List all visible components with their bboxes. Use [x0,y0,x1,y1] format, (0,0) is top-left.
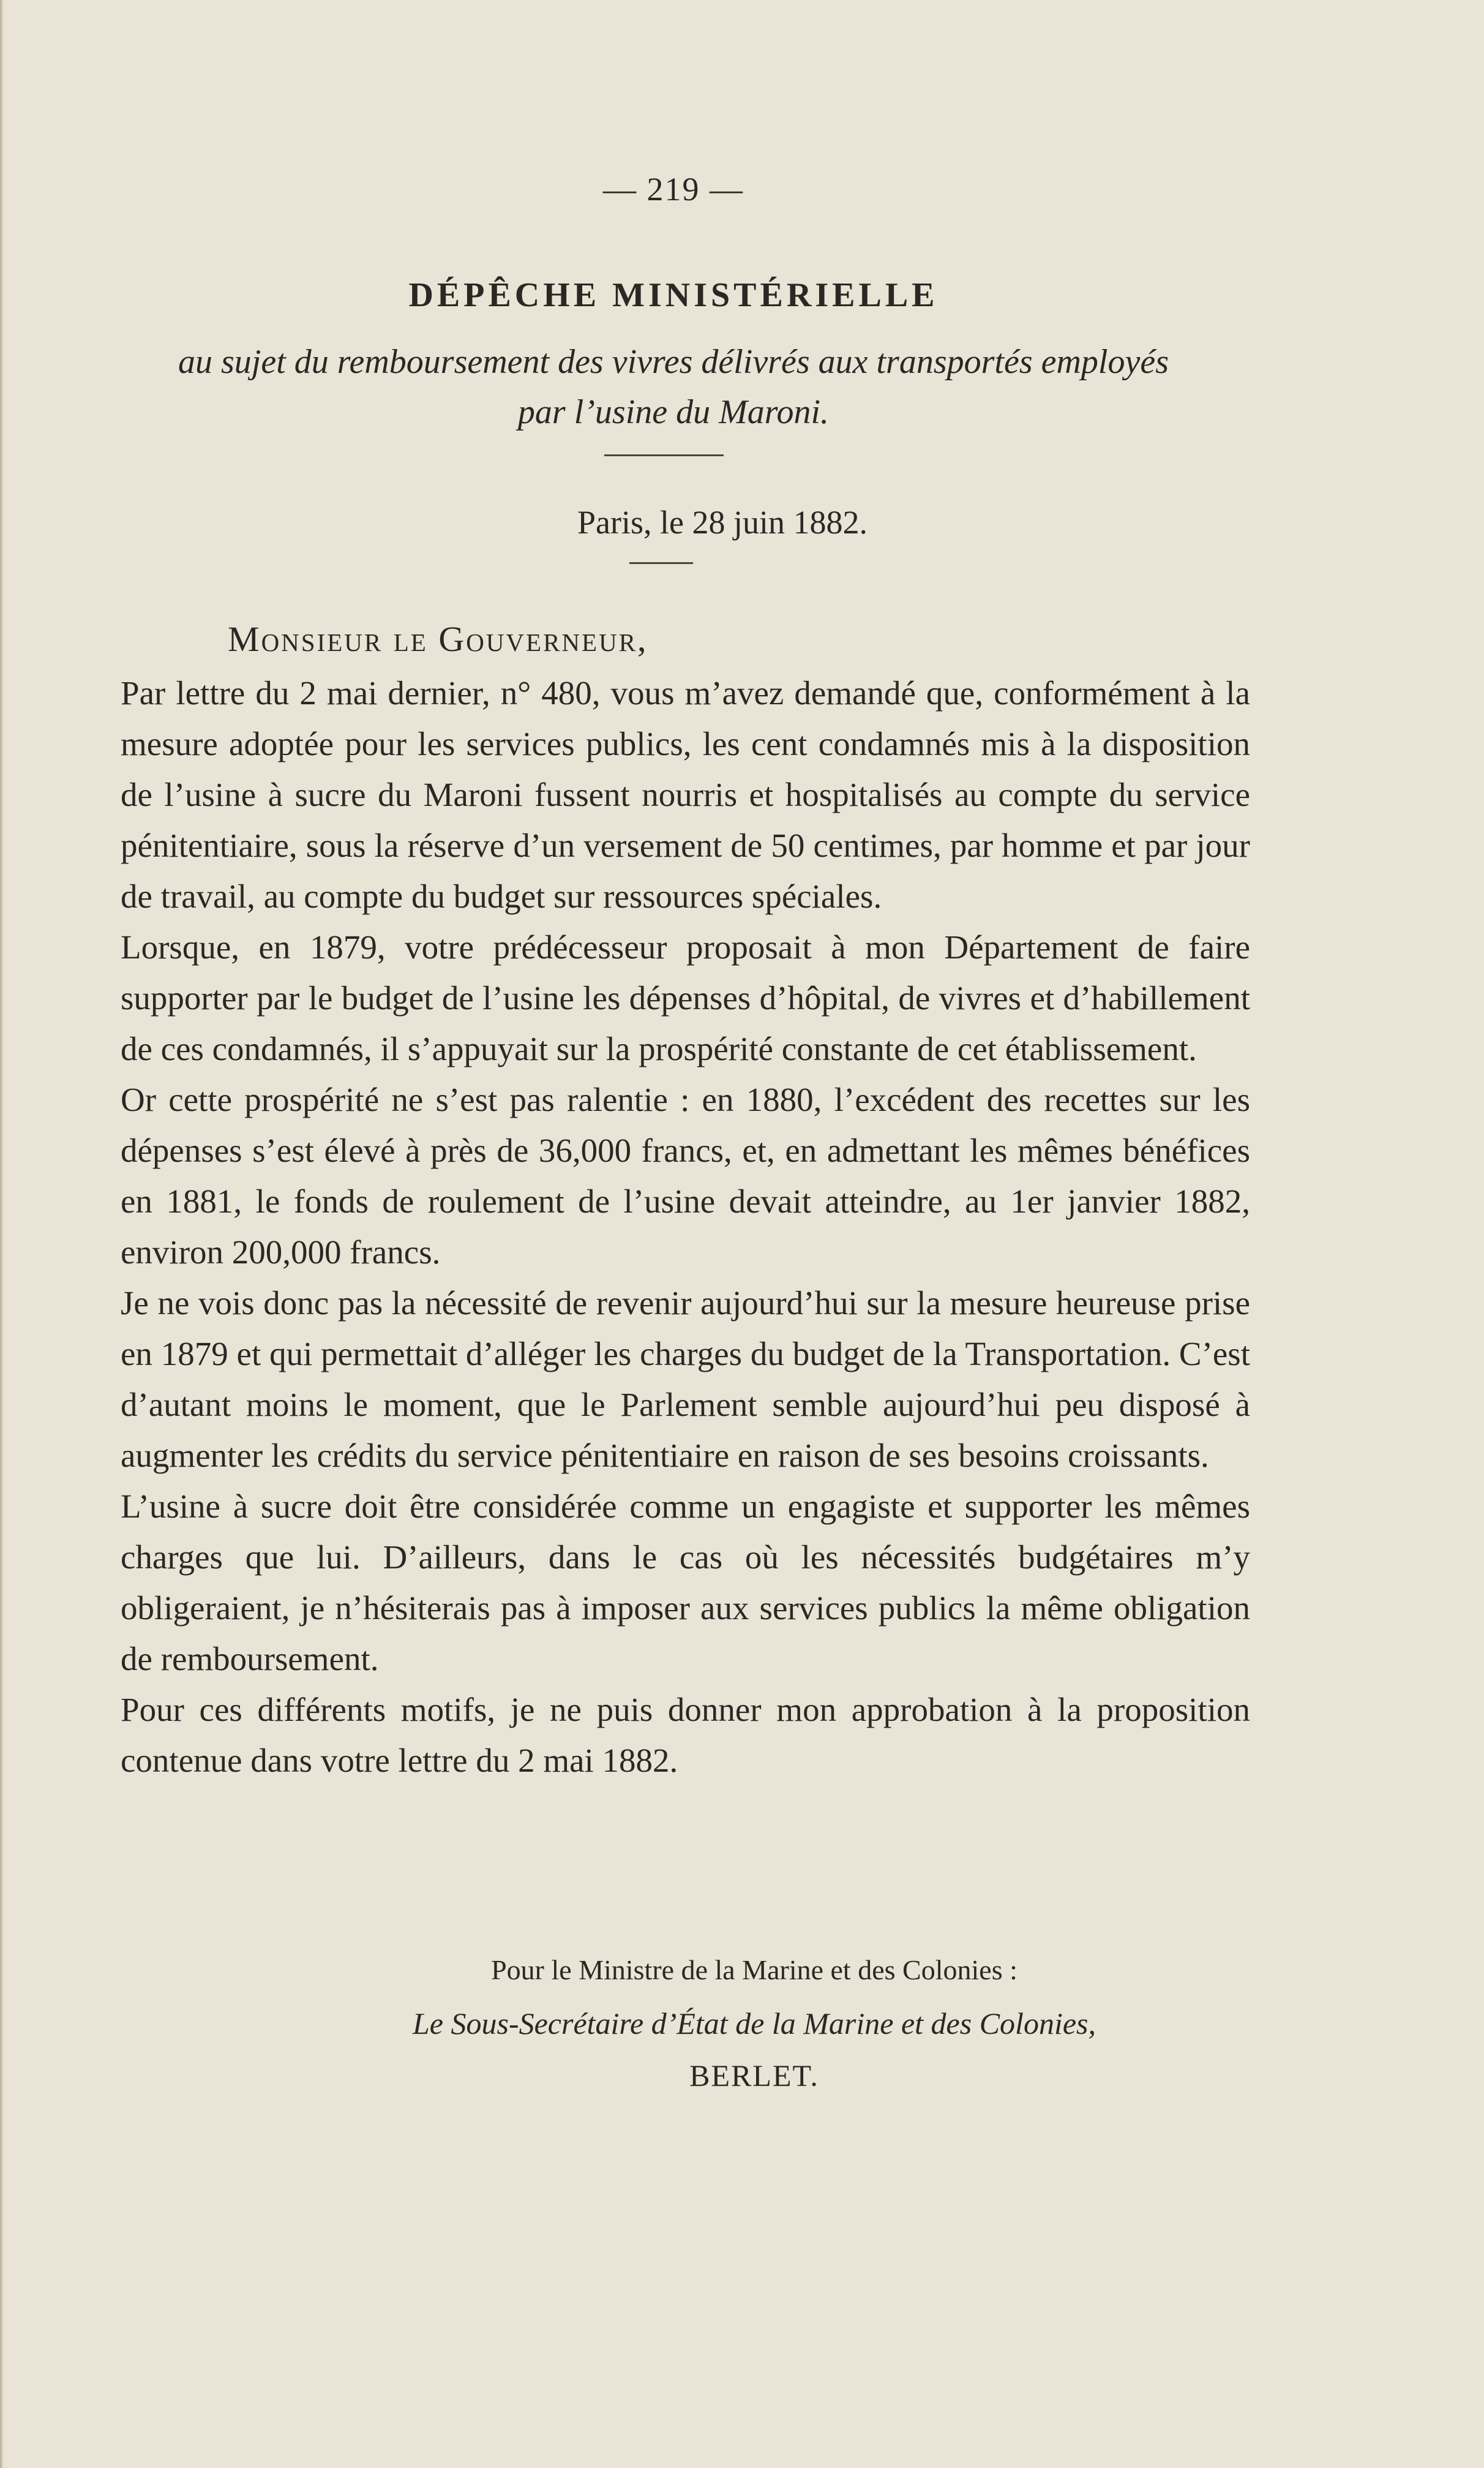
letter-body [121,668,1250,1786]
paragraph-3: Or cette prospérité ne s’est pas ralentie : en 1880, l’excédent des recettes sur les dépenses s’est élevé à près de 36,000 francs, et, en admettant les mêmes bénéfices en 1881, le fonds de roulement de l’usine devait atteindre, au 1er janvier 1882, environ 200,000 francs. [121,1081,1250,1271]
document-title: DÉPÊCHE MINISTÉRIELLE [408,276,939,314]
paragraph-6: Pour ces différents motifs, je ne puis donner mon approbation à la proposition contenue dans votre lettre du 2 mai 1882. [121,1691,1250,1779]
dateline: Paris, le 28 juin 1882. [577,504,868,541]
title-divider [604,454,724,456]
paragraph-5: L’usine à sucre doit être considérée comme un engagiste et supporter les mêmes charges que lui. D’ailleurs, dans le cas où les nécessités budgétaires m’y obligeraient, je n’hésiterais pas à imposer aux services publics la même obligation de remboursement. [121,1488,1250,1677]
page-number: — 219 — [603,171,744,208]
paragraph-4: Je ne vois donc pas la nécessité de revenir aujourd’hui sur la mesure heureuse prise en 1879 et qui permettait d’alléger les charges du budget de la Transportation. C’est d’autant moins le moment, que le Parlement semble aujourd’hui peu disposé à augmenter les crédits du service pénitentiaire en raison de ses besoins croissants. [121,1284,1250,1474]
paragraph-1: Par lettre du 2 mai dernier, n° 480, vous m’avez demandé que, conformément à la mesure adoptée pour les services publics, les cent condamnés mis à la disposition de l’usine à sucre du Maroni fussent nourris et hospitalisés au compte du service pénitentiaire, sous la réserve d’un versement de 50 centimes, par homme et par jour de travail, au compte du budget sur ressources spéciales. [121,674,1250,915]
signature: BERLET. [689,2058,819,2093]
salutation: Monsieur le Gouverneur, [228,619,648,659]
paragraph-2: Lorsque, en 1879, votre prédécesseur proposait à mon Département de faire supporter par le budget de l’usine les dépenses d’hôpital, de vivres et d’habillement de ces condamnés, il s’appuyait sur la prospérité constante de cet établissement. [121,928,1250,1067]
closing-line: Pour le Ministre de la Marine et des Colonies : [491,1954,1017,1985]
closing-title: Le Sous-Secrétaire d’État de la Marine et des Colonies, [413,2006,1096,2041]
document-subtitle: au sujet du remboursement des vivres délivrés aux transportés employés par l’usine du Maroni. [178,343,1169,431]
page-spine-shadow [0,0,4,2468]
dateline-divider [629,562,693,564]
